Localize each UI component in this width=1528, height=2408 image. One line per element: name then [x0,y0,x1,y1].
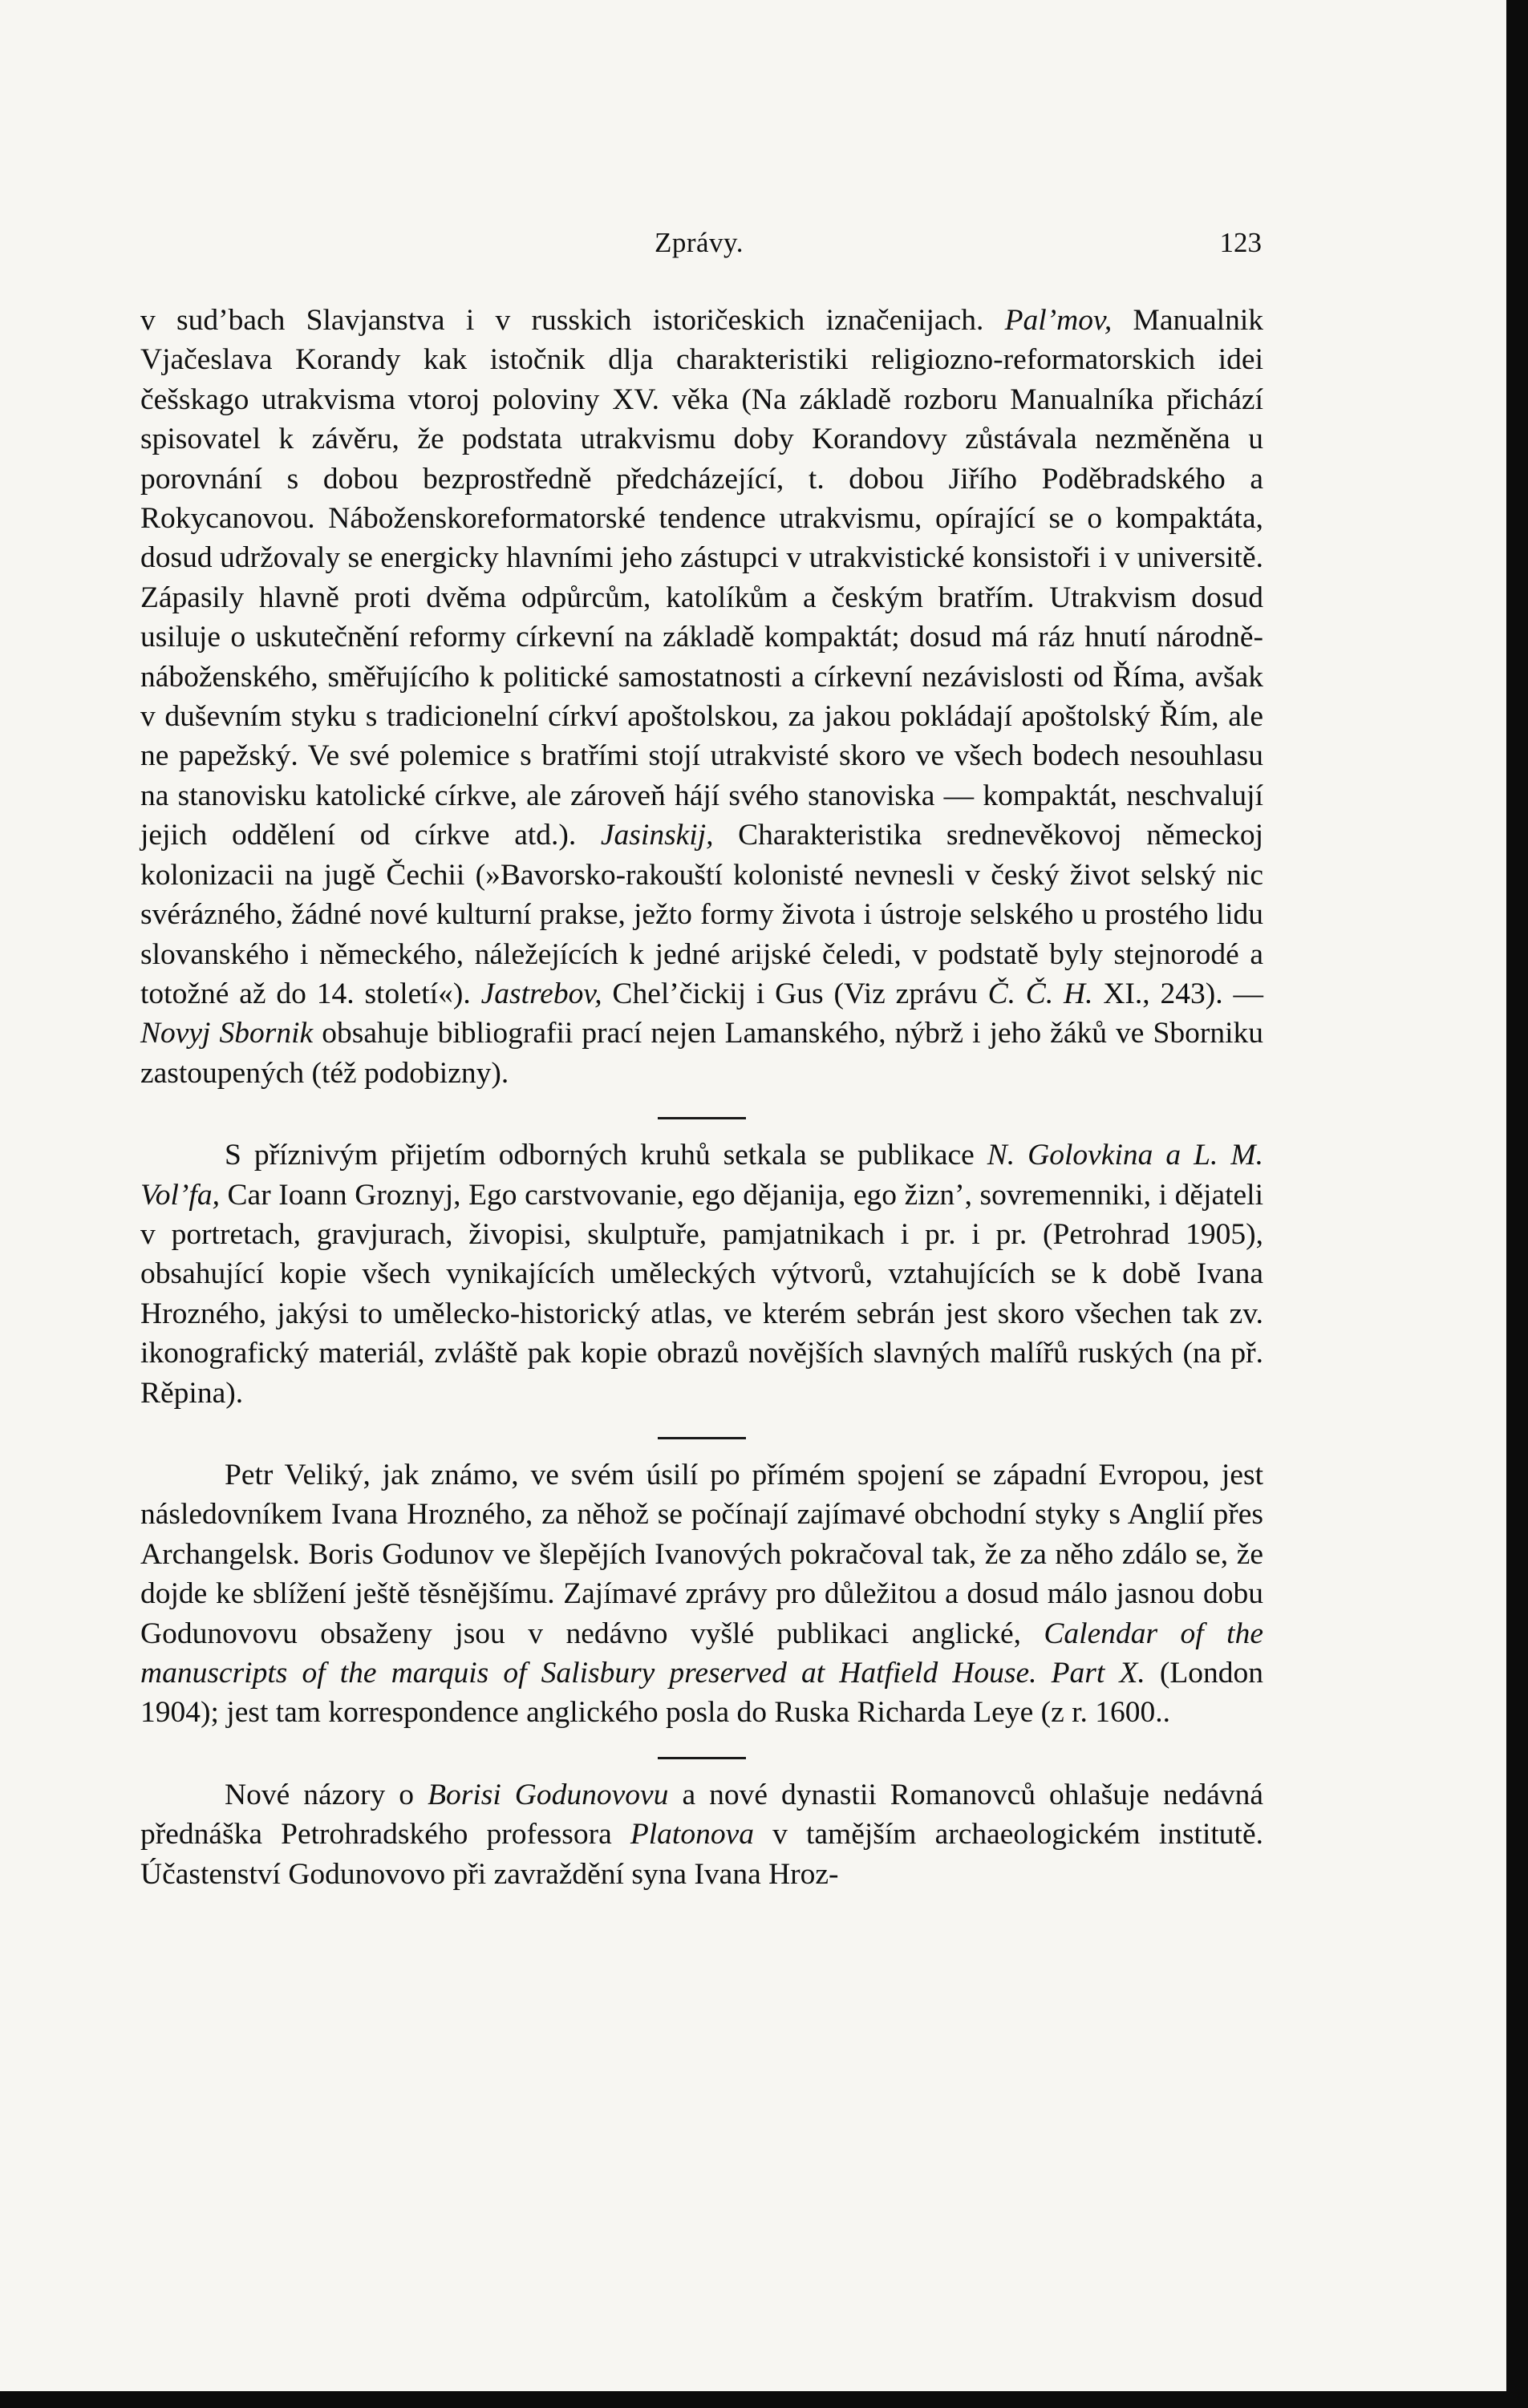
page-header [136,227,1262,267]
author-names-golovkin-volf: N. Golovkina a L. M. Vol’fa, [140,1139,1263,1212]
paragraph-platonov-lecture [140,1775,1263,1894]
author-name-jasinskij: Jasinskij, [600,819,714,852]
text-run: a nové dynastii Romanovců ohlašuje nedávná přednáška Petrohradského professora [140,1778,1263,1852]
paragraph-ivan-groznyj-atlas [140,1135,1263,1413]
title-salisbury-calendar: Calendar of the manuscripts of the marquis of Salisbury preserved at Hatfield House. Part X. [140,1617,1263,1690]
text-run: Chel’čickij i Gus (Viz zprávu [602,977,988,1010]
section-divider [658,1757,746,1759]
text-run: Charakteristika srednevěkovoj německoj kolonizacii na jugě Čechii (»Bavorsko-rakouští kolonisté nevnesli v český život selský nic svérázného, žádné nové kulturní prakse, ježto formy života i ústroje selského u prostého lidu slovanského i německého, náležejících k jedné arijské čeledi, v podstatě byly stejnorodé a totožné až do 14. století«). [140,819,1263,1010]
author-name-palmov: Pal’mov, [1004,304,1113,337]
author-name-platonov: Platonova [630,1818,754,1852]
page-number: 123 [1219,227,1262,258]
text-run: Manualnik Vjačeslava Korandy kak istočnik dlja charakteristiki religiozno-reformatorskich idei češskago utrakvisma vtoroj poloviny XV. věka (Na základě rozboru Manualníka přichází spisovatel k závěru, že podstata utrakvismu doby Korandovy zůstávala nezměněna u porovnání s dobou bezprostředně předcházející, t. dobou Jiřího Poděbradského a Rokycanovou. Náboženskoreformatorské tendence utrakvismu, opírající se o kompaktáta, dosud udržovaly se energicky hlavními jeho zástupci v utrakvistické konsistoři i v universitě. Zápasily hlavně proti dvěma odpůrcům, katolíkům a českým bratřím. Utrakvism dosud usiluje o uskutečnění reformy církevní na základě kompaktát; dosud má ráz hnutí národně-náboženského, směřujícího k politické samostatnosti a církevní nezávislosti od Říma, avšak v duševním styku s tradicionelní církví apoštolskou, za jakou pokládají apoštolský Řím, ale ne papežský. Ve své polemice s bratřími stojí utrakvisté skoro ve všech bodech nesouhlasu na stanovisku katolické církve, ale zároveň hájí svého stanoviska — kompaktát, neschvalují jejich oddělení od církve atd.). [140,304,1263,852]
text-run: S příznivým přijetím odborných kruhů setkala se publikace [225,1139,987,1172]
title-novyj-sbornik: Novyj Sbornik [140,1017,314,1050]
page-title: Zprávy. [654,227,744,258]
section-divider [658,1117,746,1119]
text-run: XI., 243). — [1092,977,1263,1010]
subject-boris-godunov: Borisi Godunovovu [428,1778,669,1811]
journal-abbreviation: Č. Č. H. [987,977,1093,1010]
text-run: Petr Veliký, jak známo, ve svém úsilí po přímém spojení se západní Evropou, jest následovníkem Ivana Hrozného, za něhož se počínají zajímavé obchodní styky s Anglií přes Archangelsk. Boris Godunov ve šlepějích Ivanových pokračoval tak, že za něho zdálo se, že dojde ke sblížení ještě těsnějšímu. Zajímavé zprávy pro důležitou a dosud málo jasnou dobu Godunovovu obsaženy jsou v nedávno vyšlé publikaci anglické, [140,1458,1263,1650]
text-run: v sud’bach Slavjanstva i v russkich istoričeskich iznačenijach. [140,304,1005,337]
text-run: (London 1904); jest tam korrespondence anglického posla do Ruska Richarda Leye (z r. 1600.. [140,1657,1263,1730]
text-run: Car Ioann Groznyj, Ego carstvovanie, ego dějanija, ego žizn’, sovremenniki, i dějateli v portretach, gravjurach, živopisi, skulptuře, pamjatnikach i pr. i pr. (Petrohrad 1905), obsahující kopie všech vynikajících uměleckých výtvorů, vztahujících se k době Ivana Hrozného, jakýsi to umělecko-historický atlas, ve kterém sebrán jest skoro všechen tak zv. ikonografický materiál, zvláště pak kopie obrazů novějších slavných malířů ruských (na př. Rěpina). [140,1178,1263,1410]
paragraph-godunov-england [140,1455,1263,1733]
section-divider [658,1437,746,1439]
text-run: Nové názory o [225,1778,428,1811]
paragraph-utrakvism-review [140,301,1263,1093]
text-run: obsahuje bibliografii prací nejen Lamanského, nýbrž i jeho žáků ve Sborniku zastoupených (též podobizny). [140,1017,1263,1090]
body-text [140,301,1263,1894]
author-name-jastrebov: Jastrebov, [480,977,602,1010]
text-run: v tamějším archaeologickém institutě. Účastenství Godunovovo při zavraždění syna Ivana Hroz- [140,1818,1263,1891]
